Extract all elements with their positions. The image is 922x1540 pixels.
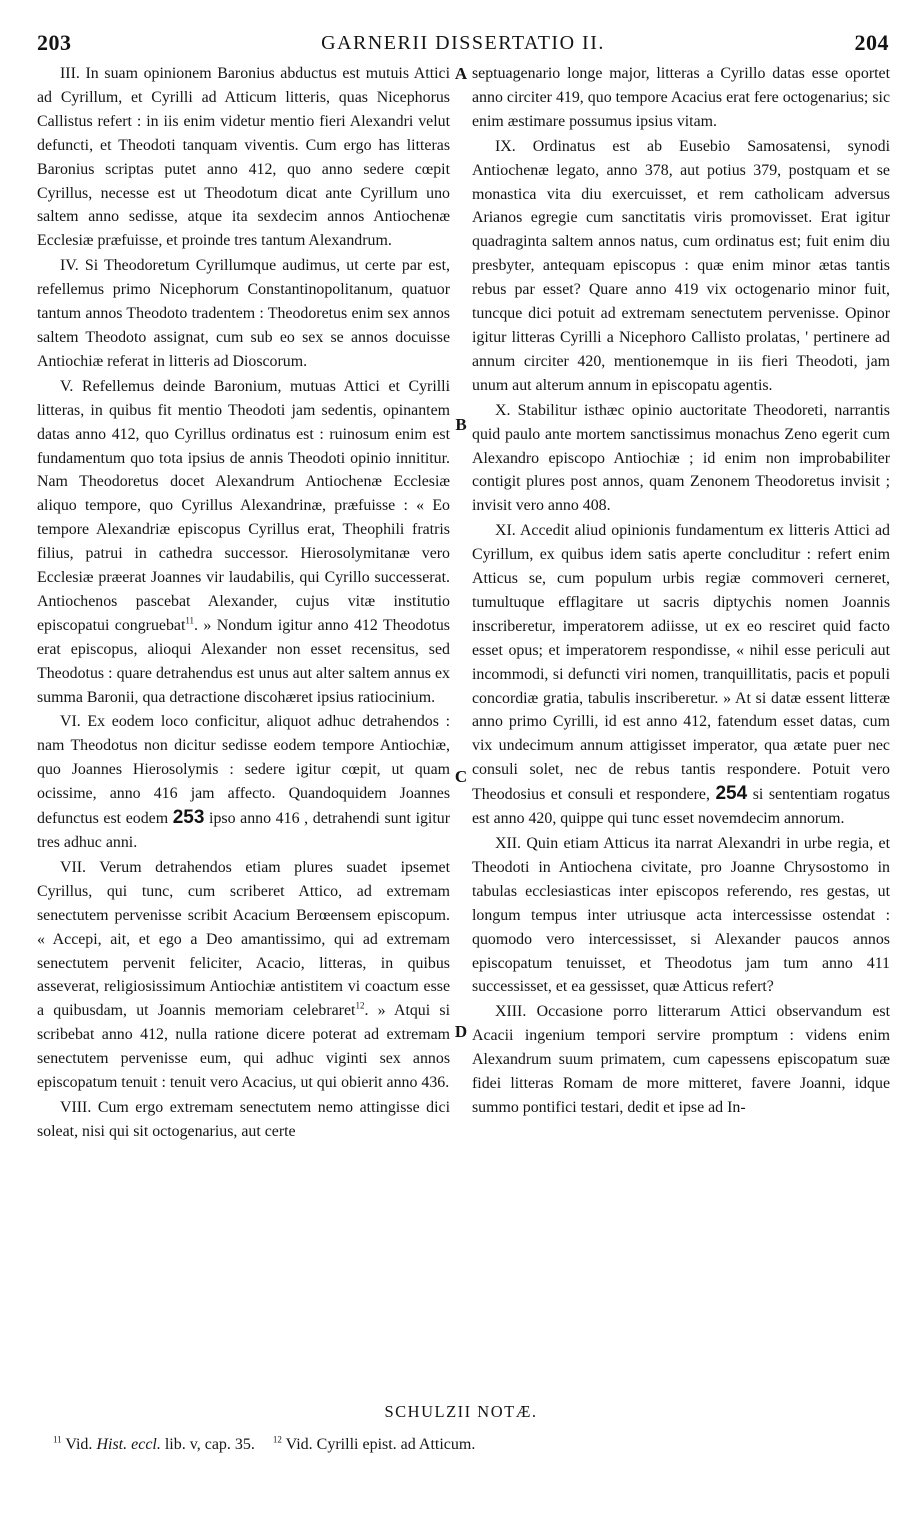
- column-number-253: 253: [172, 807, 205, 829]
- paragraph-viii-continued: septuagenario longe major, litteras a Cyrillo datas esse oportet anno circiter 419, quo tempore Acacius erat fere octogenarius; sic enim æstimare possumus ipsius vitam.: [472, 65, 890, 130]
- paragraph-viii: VIII. Cum ergo extremam senectutem nemo attingisse dici soleat, nisi qui sit octogenarius, aut certe: [37, 1098, 450, 1140]
- footnote-12: [273, 1436, 475, 1453]
- paragraph-xi-text-a: XI. Accedit aliud opinionis fundamentum ex litteris Attici ad Cyrillum, ex quibus idem satis aperte concluditur : refert enim Atticus se, cum populum urbis regiæ commoveri cerneret, tumultuque efflagitare ut sacris diptychis nomen Joannis inscriberetur, imperatorem adiisse, ut ex eo resciret quid facto esset opus; et imperatorem respondisse, « nihil esse periculi aut incommodi, si defuncti viri nomen, tranquillitatis, pacis et populi concordiæ gratia, tabulis inscriberetur. » At si datæ essent litteræ anno primo Cyrilli, id est anno 412, fatendum esset datas, cum vix undecimum annum attigisset imperator, qua ætate puer nec consuli solet, nec de rebus tantis respondere. Potuit vero Theodosius et consuli et respondere,: [472, 522, 890, 804]
- paragraph-xi-text-b: si sententiam rogatus est anno 420, quippe qui tunc esset novemdecim annorum.: [472, 786, 890, 828]
- paragraph-ix: IX. Ordinatus est ab Eusebio Samosatensi, synodi Antiochenæ legato, anno 378, aut potius 379, postquam et se monastica vita diu exercuisset, et rem catholicam adversus Arianos egregie cum sanctitatis viris promovisset. Erat igitur quadraginta saltem annos natus, cum ordinatus est; fuit enim diu presbyter, antequam episcopus : quæ enim minor ætas tantis rebus par esset? Quare anno 419 vix octogenario minor fuit, tuncque dici potuit ad extremam senectutem pervenisse. Opinor igitur litteras Cyrilli a Nicephoro Callisto prolatas, ' pertinere ad annum circiter 420, mentionemque in iis fieri Theodoti, jam unum aut alterum annum in episcopatu agentis.: [472, 137, 890, 394]
- paragraph-vi-text-a: VI. Ex eodem loco conficitur, aliquot adhuc detrahendos : nam Theodotus non dicitur sedisse eodem tempore Antiochiæ, quo Joannes Hierosolymis : sedere igitur cœpit, ut quam ocissime, anno 416 jam affecto. Quandoquidem Joannes defunctus est eodem: [37, 713, 450, 828]
- page-header: [37, 30, 889, 60]
- notes-title: SCHULZII NOTÆ.: [384, 1402, 538, 1421]
- margin-letter-d: D: [454, 1022, 468, 1041]
- right-column: [472, 62, 890, 1121]
- footnote-ref-11: 11: [185, 615, 195, 626]
- footnote-11: [53, 1436, 255, 1453]
- paragraph-vi: [37, 710, 450, 854]
- left-column: [37, 62, 450, 1145]
- paragraph-v: [37, 375, 450, 710]
- paragraph-xi: [472, 519, 890, 831]
- paragraph-v-text-b: . » Nondum igitur anno 412 Theodotus erat episcopus, alioqui Alexander non esset recensitus, sed Theodotus : quare detrahendus est unus aut alter saltem annus ex summa Baronii, qua detractione discohæret ipsius ratiocinium.: [37, 616, 450, 706]
- footnote-12-text: Vid. Cyrilli epist. ad Atticum.: [285, 1436, 476, 1453]
- footnotes: [53, 1436, 913, 1454]
- paragraph-xiii: XIII. Occasione porro litterarum Attici observandum est Acacii ingenium tempori servire promptum : videns enim Alexandrum suum primatem, cum capessens episcopatum suæ fidei litteras Romam de more mitteret, favere Joanni, idque summo pontifici testari, dedit et ipse ad In-: [472, 1003, 890, 1116]
- margin-letter-c: C: [454, 767, 468, 786]
- footnote-11-prefix: Vid.: [65, 1436, 93, 1453]
- paragraph-x: X. Stabilitur isthæc opinio auctoritate Theodoreti, narrantis quid paulo ante mortem sanctissimus monachus Zeno egerit cum Alexandro episcopo Antiochiæ ; id enim non improbabiliter contigit plures post annos, quam Zenonem Theodoretus invisit ; invisit vero anno 408.: [472, 401, 890, 515]
- paragraph-vii-text-b: . » Atqui si scribebat anno 412, nulla ratione dicere poterat ad extremam senectutem pervenisse eum, qui adhuc viginti sex annos episcopatum tenuit : tenuit vero Acacius, ut qui obierit anno 436.: [37, 1002, 450, 1092]
- margin-letter-a: A: [454, 64, 468, 83]
- paragraph-iv: IV. Si Theodoretum Cyrillumque audimus, ut certe par est, refellemus primo Nicephorum Constantinopolitanum, quatuor tantum annos Theodoto tradentem : Theodoretus enim sex annos saltem Theodoto assignat, cum sub eo sex se annos docuisse Antiochiæ referat in litteris ad Dioscorum.: [37, 257, 450, 370]
- paragraph-xii: XII. Quin etiam Atticus ita narrat Alexandri in urbe regia, et Theodoti in Antiochena civitate, pro Joanne Chrysostomo in tabulas ecclesiasticas inter episcopos referendo, res gestas, ut longum tempus inter utriusque acta intercessisse ostendat : quomodo vero intercessisset, si Alexander paucos annos episcopatum tenuisset, et Theodotus jam tum anno 411 successisset, et ea gessisset, quæ Atticus refert?: [472, 835, 890, 996]
- margin-letter-b: B: [455, 415, 467, 434]
- paragraph-vii-text-a: VII. Verum detrahendos etiam plures suadet ipsemet Cyrillus, qui tunc, cum scriberet Attico, ad extremam senectutem pervenisse scribit Acacium Berœensem episcopum. « Accepi, ait, et ego a Deo amantissimo, qui ad extremam senectutem pervenit feliciter, Acacio, litteras, in quibus asseverat, religiosissimum Antiochiæ antistitem vi coactum esse a quibusdam, ut Joannis memoriam celebraret: [37, 858, 450, 1020]
- paragraph-vii: [37, 856, 450, 1095]
- paragraph-vi-text-b: ipso anno 416 , detrahendi sunt igitur tres adhuc anni.: [37, 810, 450, 851]
- footnote-12-number: 12: [272, 1434, 282, 1445]
- column-number-254: 254: [715, 783, 748, 805]
- page-number-left: 203: [37, 30, 72, 55]
- paragraph-v-text-a: V. Refellemus deinde Baronium, mutuas Attici et Cyrilli litteras, in quibus fit mentio Theodoti jam sedentis, opinantem datas anno 412, quo Cyrillus ordinatus est : ruinosum enim est fundamentum quo tota ipsius de annis Theodoti opinio innititur. Nam Theodoretus docet Alexandrum Antiochenæ Ecclesiæ aliquo tempore, quo Cyrillus Alexandrinæ, præfuisse : « Eo tempore Alexandriæ episcopus Cyrillus erat, Theophili fratris filius, patrui in cathedra successor. Hierosolymitanæ vero Ecclesiæ præerat Joannes vir laudabilis, qui Cyrillo successerat. Antiochenos pascebat Alexander, cujus vitæ institutio episcopatui congruebat: [37, 377, 450, 634]
- footnote-11-work: Hist. eccl.: [96, 1436, 161, 1453]
- footnote-11-locator: lib. v, cap. 35.: [164, 1436, 255, 1453]
- running-title: GARNERII DISSERTATIO II.: [321, 32, 605, 54]
- paragraph-iii: III. In suam opinionem Baronius abductus est mutuis Attici ad Cyrillum, et Cyrilli ad Atticum litteris, quas Nicephorus Callistus refert : in iis enim videtur mentio fieri Alexandri velut defuncti, et Theodoti tanquam viventis. Cum ergo has litteras Baronius scriptas putet anno 412, quo anno sedere cœpit Cyrillus, necesse est ut Theodotum dicat ante Cyrillum uno saltem anno sedisse, atque ita sexdecim annos Antiochenæ Ecclesiæ præfuisse, et proinde tres tantum Alexandrum.: [37, 65, 450, 250]
- page-number-right: 204: [854, 30, 889, 55]
- footnote-11-number: 11: [53, 1434, 62, 1445]
- footnote-ref-12: 12: [355, 1001, 365, 1012]
